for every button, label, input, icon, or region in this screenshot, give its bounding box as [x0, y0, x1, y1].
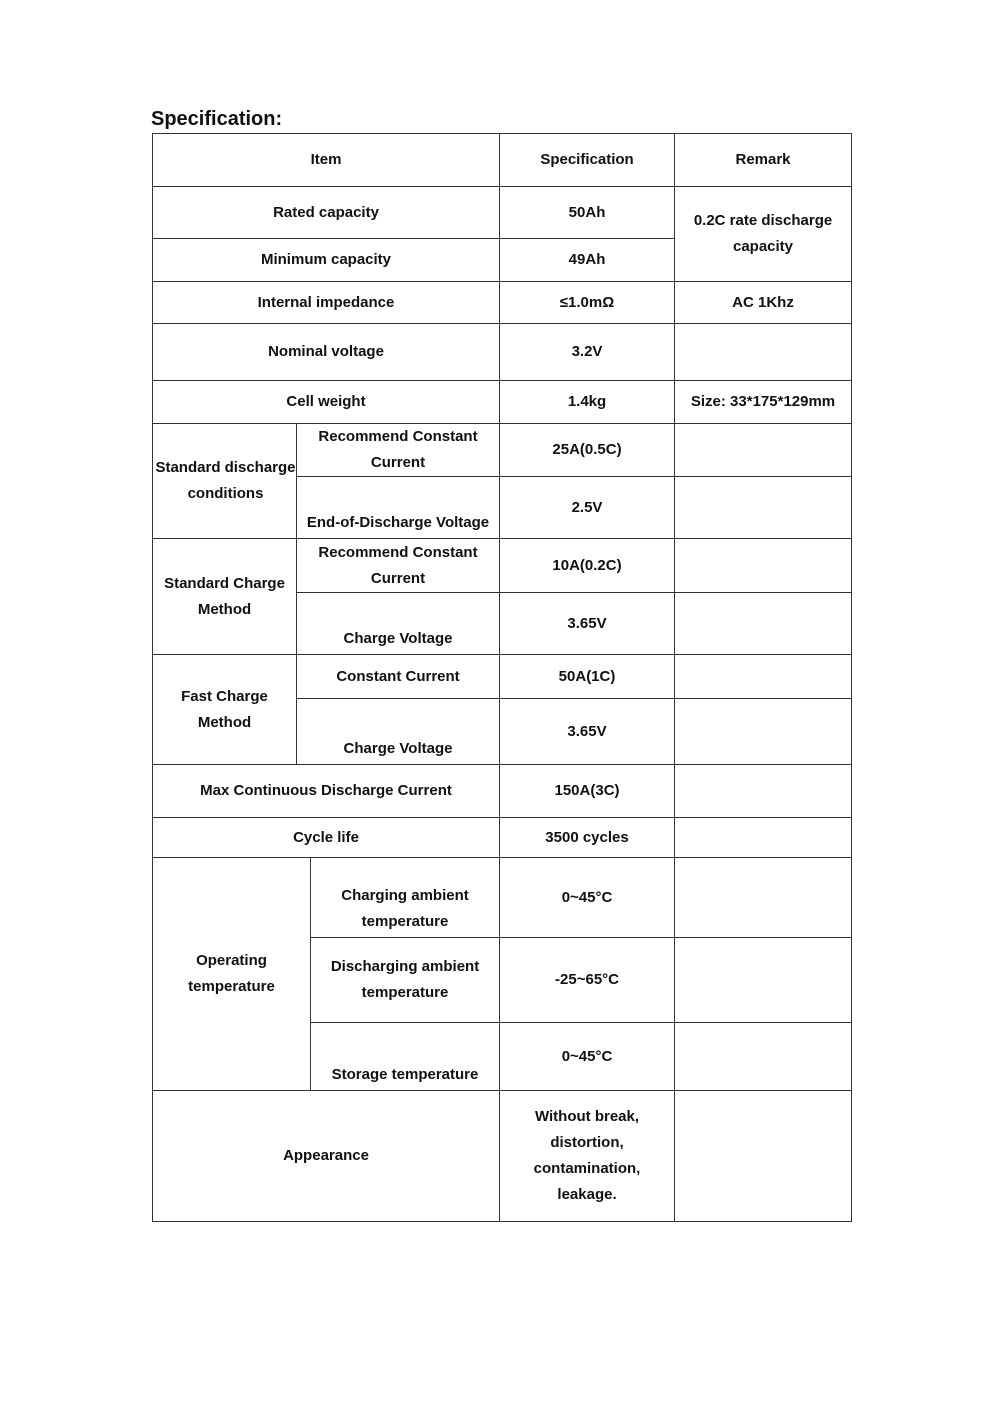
std-charge-group-label: Standard Charge Method [153, 539, 297, 655]
appearance-label: Appearance [153, 1091, 500, 1222]
std-discharge-voltage-remark [675, 477, 852, 539]
std-discharge-current-value: 25A(0.5C) [500, 424, 675, 477]
page-title: Specification: [151, 108, 283, 130]
internal-impedance-value: ≤1.0mΩ [500, 282, 675, 324]
table-row-std-charge-current [153, 539, 852, 593]
discharging-temp-remark [675, 938, 852, 1023]
std-charge-current-remark [675, 539, 852, 593]
appearance-value: Without break, distortion, contamination, leakage. [500, 1091, 675, 1222]
fast-charge-current-value: 50A(1C) [500, 655, 675, 699]
std-discharge-group-label: Standard discharge conditions [153, 424, 297, 539]
rated-capacity-value: 50Ah [500, 187, 675, 239]
header-item: Item [153, 134, 500, 187]
table-row-appearance [153, 1091, 852, 1222]
internal-impedance-remark: AC 1Khz [675, 282, 852, 324]
table-row-nominal-voltage [153, 324, 852, 381]
std-discharge-current-label: Recommend Constant Current [297, 424, 500, 477]
std-charge-current-label: Recommend Constant Current [297, 539, 500, 593]
std-discharge-current-remark [675, 424, 852, 477]
storage-temp-remark [675, 1023, 852, 1091]
cell-weight-value: 1.4kg [500, 381, 675, 424]
fast-charge-current-remark [675, 655, 852, 699]
appearance-remark [675, 1091, 852, 1222]
table-header-row [153, 134, 852, 187]
table-row-charging-temp [153, 858, 852, 938]
storage-temp-value: 0~45°C [500, 1023, 675, 1091]
nominal-voltage-remark [675, 324, 852, 381]
cell-weight-label: Cell weight [153, 381, 500, 424]
nominal-voltage-label: Nominal voltage [153, 324, 500, 381]
max-discharge-value: 150A(3C) [500, 765, 675, 818]
specification-table [152, 133, 852, 1222]
nominal-voltage-value: 3.2V [500, 324, 675, 381]
table-row-internal-impedance [153, 282, 852, 324]
operating-temp-group-label: Operating temperature [153, 858, 311, 1091]
fast-charge-current-label: Constant Current [297, 655, 500, 699]
table-row-rated-capacity [153, 187, 852, 239]
discharging-temp-value: -25~65°C [500, 938, 675, 1023]
charging-temp-value: 0~45°C [500, 858, 675, 938]
std-charge-voltage-label: Charge Voltage [297, 593, 500, 655]
table-row-cell-weight [153, 381, 852, 424]
max-discharge-remark [675, 765, 852, 818]
table-row-std-discharge-current [153, 424, 852, 477]
std-charge-voltage-value: 3.65V [500, 593, 675, 655]
fast-charge-voltage-remark [675, 699, 852, 765]
fast-charge-group-label: Fast Charge Method [153, 655, 297, 765]
header-remark: Remark [675, 134, 852, 187]
max-discharge-label: Max Continuous Discharge Current [153, 765, 500, 818]
minimum-capacity-value: 49Ah [500, 239, 675, 282]
fast-charge-voltage-label: Charge Voltage [297, 699, 500, 765]
charging-temp-label: Charging ambient temperature [311, 858, 500, 938]
header-specification: Specification [500, 134, 675, 187]
cell-weight-remark: Size: 33*175*129mm [675, 381, 852, 424]
std-discharge-voltage-value: 2.5V [500, 477, 675, 539]
cycle-life-remark [675, 818, 852, 858]
table-row-fast-charge-current [153, 655, 852, 699]
table-row-max-discharge [153, 765, 852, 818]
cycle-life-label: Cycle life [153, 818, 500, 858]
std-charge-voltage-remark [675, 593, 852, 655]
std-discharge-voltage-label: End-of-Discharge Voltage [297, 477, 500, 539]
capacity-remark: 0.2C rate discharge capacity [675, 187, 852, 282]
fast-charge-voltage-value: 3.65V [500, 699, 675, 765]
storage-temp-label: Storage temperature [311, 1023, 500, 1091]
discharging-temp-label: Discharging ambient temperature [311, 938, 500, 1023]
internal-impedance-label: Internal impedance [153, 282, 500, 324]
cycle-life-value: 3500 cycles [500, 818, 675, 858]
table-row-cycle-life [153, 818, 852, 858]
std-charge-current-value: 10A(0.2C) [500, 539, 675, 593]
minimum-capacity-label: Minimum capacity [153, 239, 500, 282]
charging-temp-remark [675, 858, 852, 938]
rated-capacity-label: Rated capacity [153, 187, 500, 239]
